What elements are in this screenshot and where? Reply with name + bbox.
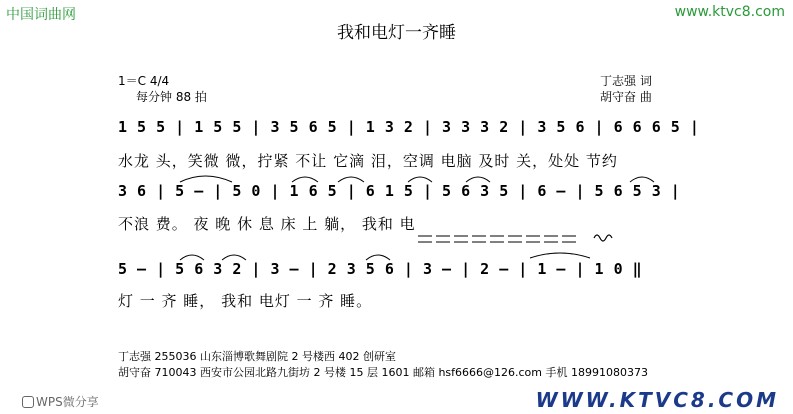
lyrics-row-2: 不浪 费。 夜 晚 休 息 床 上 躺， 我和 电 (118, 215, 416, 233)
notation-row-1: 1 5 5 | 1 5 5 | 3 5 6 5 | 1 3 2 | 3 3 3 2 | 3 5 6 | 6 6 6 5 | (118, 118, 700, 136)
tempo-marking: 每分钟 88 拍 (136, 90, 207, 104)
song-title: 我和电灯一齐睡 (337, 23, 456, 43)
lyrics-row-1: 水龙 头，笑微 微，拧紧 不让 它滴 泪，空调 电脑 及时 关，处处 节约 (118, 152, 618, 170)
vibrato-mark (594, 235, 612, 241)
key-signature: 1＝C 4/4 (118, 74, 170, 88)
slur (292, 177, 318, 182)
slur (366, 255, 390, 260)
notation-row-3: 5 — | 5 6 3 2 | 3 — | 2 3 5 6 | 3 — | 2 — | 1 — | 1 0 ‖ (118, 260, 643, 278)
wps-share-label: WPS微分享 (36, 395, 99, 409)
slur (338, 177, 364, 182)
composer-credit: 胡守奋 曲 (600, 90, 652, 104)
ktvc8-logo: WWW.KTVC8.COM (535, 388, 779, 412)
slur (408, 177, 432, 182)
slur (530, 253, 590, 258)
site-url-right: www.ktvc8.com (674, 4, 785, 20)
lyricist-credit: 丁志强 词 (600, 74, 652, 88)
footer-contact-1: 丁志强 255036 山东淄博歌舞剧院 2 号楼西 402 创研室 (118, 350, 396, 363)
slur (630, 177, 654, 182)
notation-row-2: 3 6 | 5 — | 5 0 | 1 6 5 | 6 1 5 | 5 6 3 5 | 6 — | 5 6 5 3 | (118, 182, 681, 200)
footer-contact-2: 胡守奋 710043 西安市公园北路九街坊 2 号楼 15 层 1601 邮箱 hsf6666@126.com 手机 18991080373 (118, 366, 648, 379)
slur (466, 177, 490, 182)
lyrics-row-3: 灯 一 齐 睡， 我和 电灯 一 齐 睡。 (118, 292, 373, 310)
site-name-left: 中国词曲网 (6, 7, 76, 23)
wps-icon (22, 396, 34, 408)
slur (180, 255, 204, 260)
slur (222, 255, 246, 260)
slur (180, 176, 232, 182)
